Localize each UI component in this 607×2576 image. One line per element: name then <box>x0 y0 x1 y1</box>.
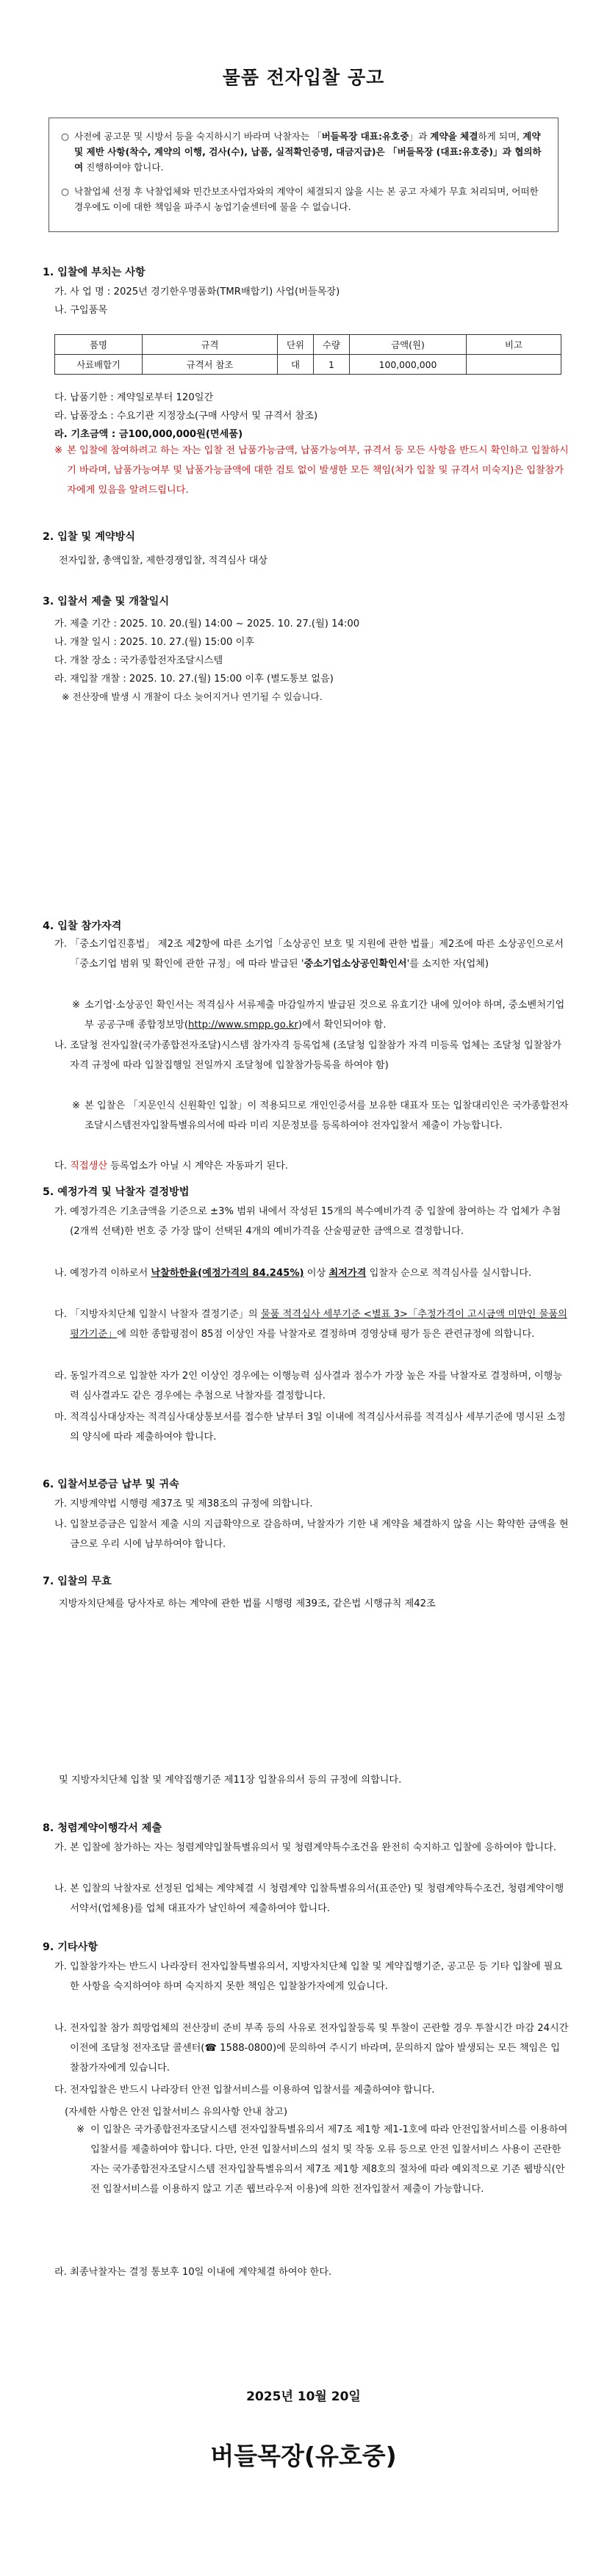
text-seg: 물품 적격심사 세부기준 <별표 3>「추정가격이 고시금액 미만인 물품의 평가기준」 <box>70 1309 567 1340</box>
note-mark: ※ <box>76 2124 85 2135</box>
note-mark: ※ <box>54 445 63 456</box>
item-text: 본 입찰의 낙찰자로 선정된 업체는 계약체결 시 청렴계약 입찰특별유의서(표준안) 및 청렴계약특수조건, 청렴계약이행서약서(업체용)를 업체 대표자가 날인하여 제출하여야 합니다. <box>70 1883 564 1914</box>
item-label: 다. <box>54 1161 71 1172</box>
s5-item-ga <box>54 1202 569 1241</box>
s7-body-b: 및 지방자치단체 입찰 및 계약집행기준 제11장 입찰유의서 등의 규정에 의합니다. <box>59 1775 402 1786</box>
announcement-date: 2025년 10월 20일 <box>246 2389 361 2404</box>
col-header: 품명 <box>55 335 143 355</box>
section-6-heading: 6. 입찰서보증금 납부 및 귀속 <box>43 1479 179 1490</box>
s1-base-amount: 라. 기초금액 : 금100,000,000원(면세품) <box>54 429 243 440</box>
table-cell: 1 <box>314 355 350 375</box>
item-text <box>70 1263 569 1283</box>
item-text: 본 입찰은 「지문인식 신원확인 입찰」이 적용되므로 개인인증서를 보유한 대표자 또는 입찰대리인은 국가종합전자조달시스템전자입찰특별유의서에 따라 미리 지문정보를 등록하여야 전자입찰서 제출이 가능합니다. <box>85 1100 569 1131</box>
notice-item <box>61 129 546 175</box>
text-seg: )에서 확인되어야 함. <box>298 1020 387 1031</box>
item-text <box>70 1305 569 1344</box>
s7-body-a: 지방자치단체를 당사자로 하는 계약에 관한 법률 시행령 제39조, 같은법 시행규칙 제42조 <box>59 1598 436 1609</box>
item-text: 동일가격으로 입찰한 자가 2인 이상인 경우에는 이행능력 심사결과 점수가 가장 높은 자를 낙찰자로 결정하며, 이행능력 심사결과도 같은 경우에는 추첨으로 낙찰자를 결정합니다. <box>70 1371 563 1401</box>
item-label: 가. <box>54 939 71 950</box>
notice-text: 낙찰업체 선정 후 낙찰업체와 민간보조사업자와의 계약이 체결되지 않을 시는 본 공고 자체가 무효 처리되며, 어떠한 경우에도 이에 대한 책임을 파주시 농업기술센터에 물을 수 없습니다. <box>74 186 539 212</box>
s5-item-ra <box>54 1366 569 1406</box>
col-header: 수량 <box>314 335 350 355</box>
text-seg: 「지방자치단체 입찰시 낙찰자 결정기준」의 <box>70 1309 261 1320</box>
s1-delivery-place: 라. 납품장소 : 수요기관 지정장소(구매 사양서 및 규격서 참조) <box>54 411 318 422</box>
item-text: 전자입찰 참가 희망업체의 전산장비 준비 부족 등의 사유로 전자입찰등록 및 투찰이 곤란할 경우 투찰시간 마감 24시간 이전에 조달청 전자조달 콜센터(☎ 1588-0800)에 문의하여 주시기 바라며, 문의하지 않아 발생되는 모든 책임은 입찰참가자에게 있습니다. <box>70 2023 569 2074</box>
note-mark: ※ <box>72 1100 81 1111</box>
s2-body: 전자입찰, 총액입찰, 제한경쟁입찰, 적격심사 대상 <box>59 555 268 566</box>
s1-warning-text: 본 입찰에 참여하려고 하는 자는 입찰 전 납품가능금액, 납품가능여부, 규격서 등 모든 사항을 반드시 확인하고 입찰하시기 바라며, 납품가능여부 및 납품가능금액에 대한 검토 없이 발생한 모든 책임(처가 입찰 및 규격서 미숙지)은 입찰참가자에게 있음을 알려드립니다. <box>67 445 569 496</box>
section-9-heading: 9. 기타사항 <box>43 1941 98 1953</box>
item-label: 나. <box>54 1268 71 1279</box>
section-4-heading: 4. 입찰 참가자격 <box>43 920 122 932</box>
s3-rebid: 라. 재입찰 개찰 : 2025. 10. 27.(월) 15:00 이후 (별도통보 없음) <box>54 674 334 685</box>
item-label: 다. <box>54 2085 71 2096</box>
table-cell <box>467 355 561 375</box>
s5-item-ma <box>54 1407 569 1447</box>
item-text: 입찰보증금은 입찰서 제출 시의 지급확약으로 갈음하며, 낙찰자가 기한 내 계약을 체결하지 않을 시는 확약한 금액을 현금으로 우리 시에 납부하여야 합니다. <box>70 1519 569 1550</box>
table-cell: 사료배합기 <box>55 355 143 375</box>
item-label: 나. <box>54 2023 71 2034</box>
s8-item-ga <box>54 1838 569 1858</box>
notice-seg: 계약 및 제반 사항(착수, 계약의 이행, 검사(수), 납품, 실적확인증명, 대금지급)은 「버들목장 (대표:유호중)」과 협의하여 <box>74 131 542 173</box>
text-seg: 낙찰하한율(예정가격의 84.245%) <box>151 1268 304 1279</box>
text-seg: 최저가격 <box>328 1268 367 1279</box>
notice-seg: 계약을 체결 <box>430 131 478 142</box>
section-7-heading: 7. 입찰의 무효 <box>43 1576 112 1587</box>
s3-period: 가. 제출 기간 : 2025. 10. 20.(월) 14:00 ~ 2025. 10. 27.(월) 14:00 <box>54 618 360 629</box>
s8-item-na <box>54 1879 569 1919</box>
s4-note-1 <box>72 995 569 1035</box>
notice-box <box>49 118 558 232</box>
item-label: 나. <box>54 1883 71 1894</box>
table-row <box>55 355 561 375</box>
s4-item-da <box>54 1156 569 1176</box>
s6-item-ga <box>54 1494 569 1514</box>
item-text: 이 입찰은 국가종합전자조달시스템 전자입찰특별유의서 제7조 제1항 제1-1호에 따라 안전입찰서비스를 이용하여 입찰서를 제출하여야 합니다. 다만, 안전 입찰서비스의 설치 및 작동 오류 등으로 안전 입찰서비스 사용이 곤란한 자는 국가종합전자조달시스템 전자입찰특별유의서 제7조 제1항 제8호의 절차에 따라 예외적으로 기존 웹방식(안전 입찰서비스를 이용하지 않고 기존 웹브라우저 이용)에 의한 전자입찰서 제출이 가능합니다. <box>90 2124 568 2195</box>
notice-seg: 사전에 공고문 및 시방서 등을 숙지하시기 바라며 낙찰자는 「 <box>74 131 322 142</box>
s4-item-na <box>54 1036 569 1075</box>
item-label: 라. <box>54 2267 71 2278</box>
item-text: 최종낙찰자는 결정 통보후 10일 이내에 계약체결 하여야 한다. <box>70 2267 332 2278</box>
s9-da-sub: (자세한 사항은 안전 입찰서비스 유의사항 안내 참고) <box>65 2107 287 2118</box>
notice-item <box>61 184 546 214</box>
item-text <box>70 934 569 974</box>
item-text: 본 입찰에 참가하는 자는 청렴계약입찰특별유의서 및 청렴계약특수조건을 완전히 숙지하고 입찰에 응하여야 합니다. <box>70 1842 556 1853</box>
item-text: 예정가격은 기초금액을 기준으로 ±3% 범위 내에서 작성된 15개의 복수예비가격 중 입찰에 참여하는 각 업체가 추첨(2개씩 선택)한 번호 중 가장 많이 선택된 4개의 예비가격을 산술평균한 금액으로 결정합니다. <box>70 1206 561 1237</box>
items-table <box>54 334 561 375</box>
text-seg: 에 의한 종합평점이 85점 이상인 자를 낙찰자로 결정하며 경영상태 평가 등은 관련규정에 의합니다. <box>117 1329 535 1340</box>
s4-note-2 <box>72 1096 569 1136</box>
item-label: 가. <box>54 1961 71 1972</box>
notice-seg: 버들목장 대표:유호중 <box>321 131 409 142</box>
item-label: 다. <box>54 1309 71 1320</box>
item-text: 조달청 전자입찰(국가종합전자조달)시스템 참가자격 등록업체 (조달청 입찰참가 자격 미등록 업체는 조달청 입찰참가자격 규정에 따라 입찰집행일 전일까지 조달청에 입찰참가등록을 하여야 함) <box>70 1040 561 1071</box>
col-header: 단위 <box>278 335 314 355</box>
s4-item-ga <box>54 934 569 974</box>
s3-opening-place: 다. 개찰 장소 : 국가종합전자조달시스템 <box>54 655 223 666</box>
section-8-heading: 8. 청렴계약이행각서 제출 <box>43 1822 162 1834</box>
s1-project-name: 가. 사 업 명 : 2025년 경기한우명품화(TMR배합기) 사업(버들목장) <box>54 286 340 297</box>
table-cell: 100,000,000 <box>350 355 467 375</box>
s9-item-da <box>54 2080 569 2100</box>
s9-item-ga <box>54 1957 569 1996</box>
section-3-heading: 3. 입찰서 제출 및 개찰일시 <box>43 596 170 607</box>
s6-item-na <box>54 1515 569 1554</box>
item-text: 전자입찰은 반드시 나라장터 안전 입찰서비스를 이용하여 입찰서를 제출하여야 합니다. <box>70 2085 435 2096</box>
s1-warning <box>54 441 569 500</box>
notice-seg: 」과 <box>409 131 431 142</box>
note-mark: ※ <box>72 1000 81 1011</box>
s9-item-na <box>54 2018 569 2078</box>
text-seg: 예정가격 이하로서 <box>70 1268 151 1279</box>
s1-items-label: 나. 구입품목 <box>54 305 108 316</box>
item-label: 나. <box>54 1519 71 1530</box>
circle-mark: ○ <box>61 131 69 142</box>
col-header: 규격 <box>143 335 278 355</box>
s1-deadline: 다. 납품기한 : 계약일로부터 120일간 <box>54 392 214 403</box>
col-header: 금액(원) <box>350 335 467 355</box>
text-seg: 중소기업소상공인확인서 <box>304 959 407 970</box>
text-seg: 등록업소가 아닐 시 계약은 자동파기 된다. <box>107 1161 289 1172</box>
s3-opening-time: 나. 개찰 일시 : 2025. 10. 27.(월) 15:00 이후 <box>54 637 255 648</box>
s3-note: ※ 전산장애 발생 시 개찰이 다소 늦어지거나 연기될 수 있습니다. <box>62 691 323 702</box>
table-cell: 대 <box>278 355 314 375</box>
item-label: 가. <box>54 1842 71 1853</box>
s5-item-na <box>54 1263 569 1283</box>
organization-name: 버들목장(유호중) <box>210 2442 397 2470</box>
item-label: 마. <box>54 1412 71 1423</box>
circle-mark: ○ <box>61 186 69 197</box>
section-2-heading: 2. 입찰 및 계약방식 <box>43 531 136 543</box>
text-seg: 「중소기업진흥법」 제2조 제2항에 따른 소기업「소상공인 보호 및 지원에 관한 법률」제2조에 따른 소상공인으로서 「중소기업 범위 및 확인에 관한 규정」에 따라 발급된 ' <box>70 939 564 970</box>
item-text: 적격심사대상자는 적격심사대상통보서를 접수한 날부터 3일 이내에 적격심사서류를 적격심사 세부기준에 명시된 소정의 양식에 따라 제출하여야 합니다. <box>70 1412 566 1443</box>
item-label: 가. <box>54 1206 71 1217</box>
notice-seg: 진행하여야 합니다. <box>83 162 164 173</box>
page-title: 물품 전자입찰 공고 <box>222 67 385 88</box>
s5-item-da <box>54 1305 569 1344</box>
section-1-heading: 1. 입찰에 부치는 사항 <box>43 267 146 278</box>
text-seg: 소기업·소상공인 확인서는 적격심사 서류제출 마감일까지 발급된 것으로 유효기간 내에 있어야 하며, 중소벤처기업부 공공구매 종합정보망( <box>85 1000 565 1031</box>
notice-seg: 하게 되며, <box>478 131 523 142</box>
notice-text <box>74 129 546 175</box>
s9-note <box>76 2120 569 2199</box>
item-label: 나. <box>54 1040 71 1051</box>
text-seg: '를 소지한 자(업체) <box>406 959 489 970</box>
section-5-heading: 5. 예정가격 및 낙찰자 결정방법 <box>43 1186 190 1198</box>
item-text <box>70 1156 569 1176</box>
col-header: 비고 <box>467 335 561 355</box>
item-label: 라. <box>54 1371 71 1382</box>
table-header-row <box>55 335 561 355</box>
text-seg: 입찰자 순으로 적격심사를 실시합니다. <box>366 1268 532 1279</box>
item-text: 입찰참가자는 반드시 나라장터 전자입찰특별유의서, 지방자치단체 입찰 및 계약집행기준, 공고문 등 기타 입찰에 필요한 사항을 숙지하여야 하며 숙지하지 못한 책임은 입찰참가자에게 있습니다. <box>70 1961 563 1992</box>
smpp-link[interactable]: http://www.smpp.go.kr <box>187 1020 298 1031</box>
item-text <box>80 995 569 1035</box>
text-seg: 직접생산 <box>70 1161 108 1172</box>
item-label: 가. <box>54 1498 71 1509</box>
s9-item-ra <box>54 2262 569 2282</box>
item-text: 지방계약법 시행령 제37조 및 제38조의 규정에 의합니다. <box>70 1498 313 1509</box>
text-seg: 이상 <box>304 1268 329 1279</box>
table-cell: 규격서 참조 <box>143 355 278 375</box>
